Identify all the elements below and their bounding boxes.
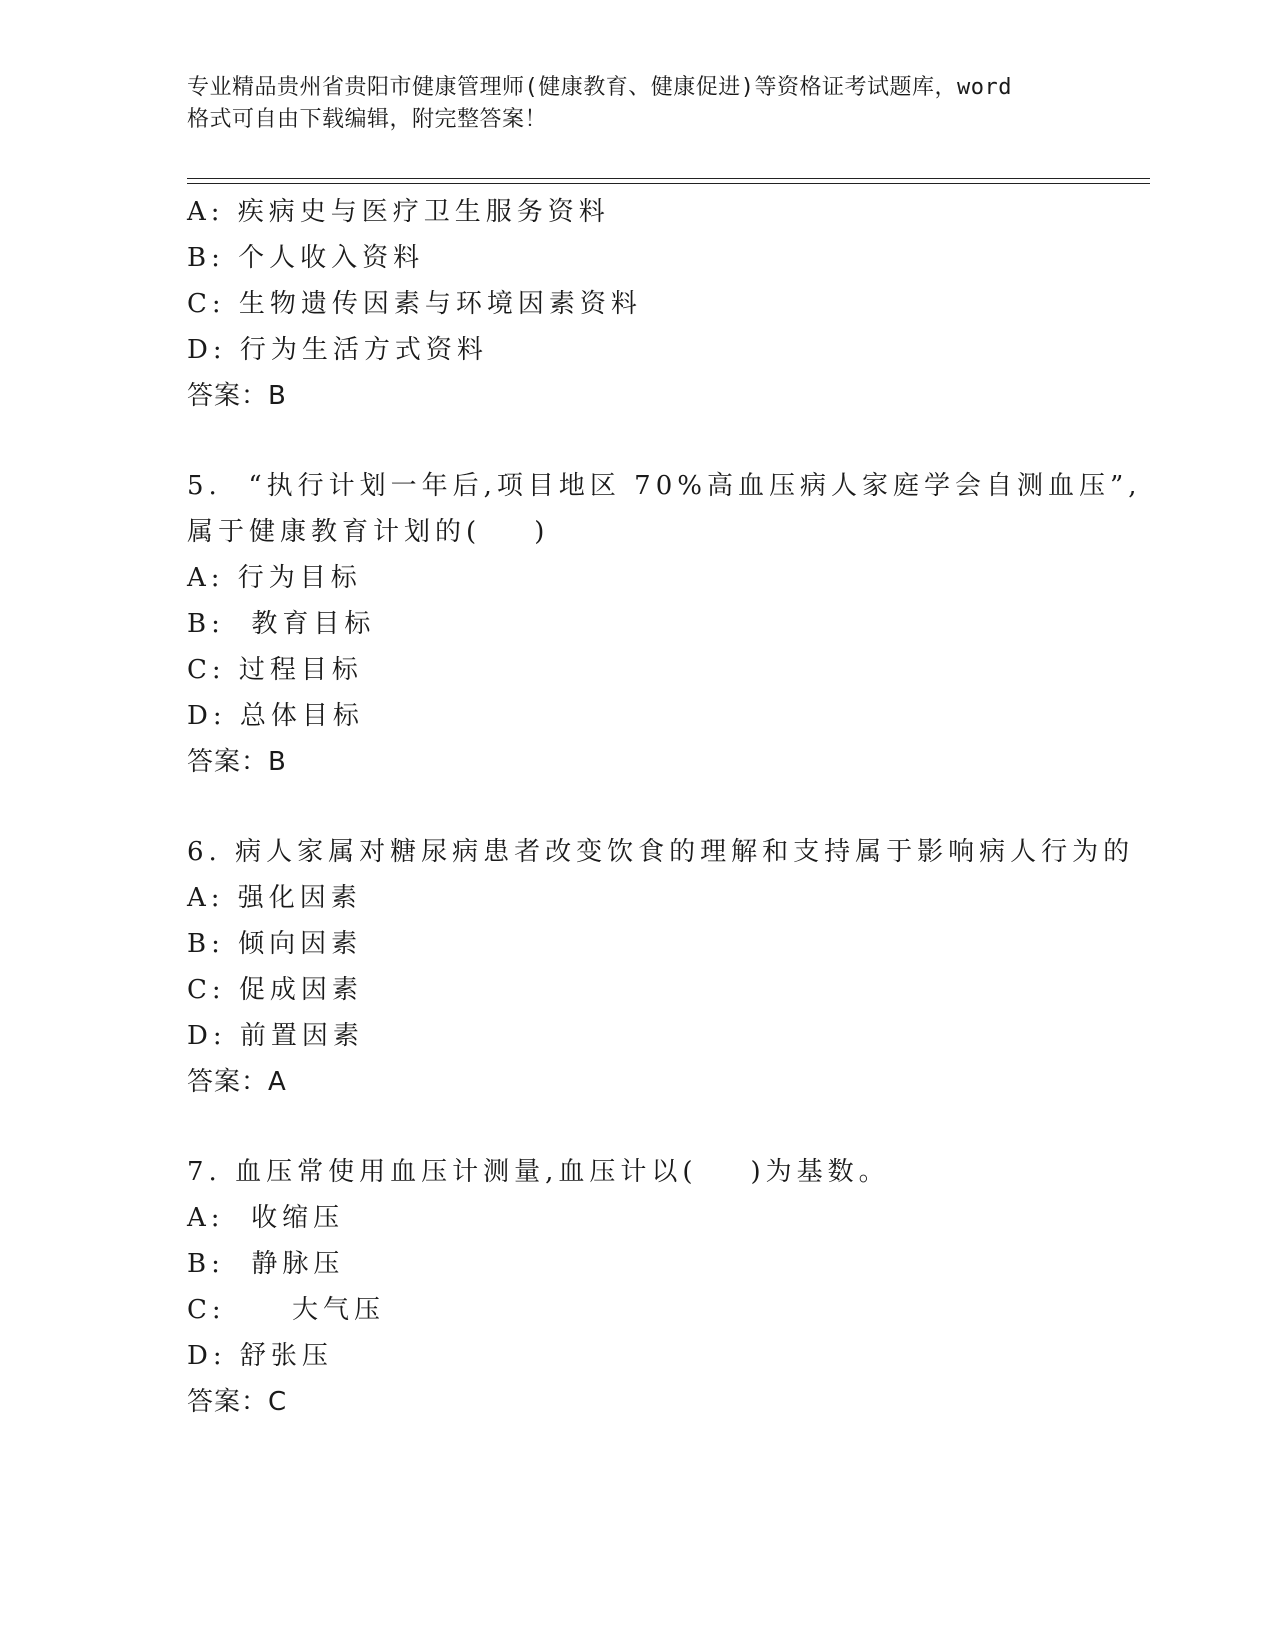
option-c: C: 生物遗传因素与环境因素资料 — [187, 289, 642, 319]
option-d: D: 总体目标 — [187, 701, 364, 731]
option-b: B: 个人收入资料 — [187, 243, 425, 273]
option-c: C: 过程目标 — [187, 655, 363, 685]
header-rule-bottom — [187, 183, 1150, 184]
option-b: B: 静脉压 — [187, 1249, 345, 1279]
spacer — [187, 1105, 1150, 1149]
question-stem: 6. 病人家属对糖尿病患者改变饮食的理解和支持属于影响病人行为的 — [187, 837, 1135, 867]
answer-text: 答案：B — [187, 747, 287, 777]
option-d: D: 前置因素 — [187, 1021, 364, 1051]
document-header — [187, 72, 1087, 136]
option-a: A: 收缩压 — [187, 1203, 345, 1233]
question-4 — [187, 189, 1150, 419]
answer-text: 答案：C — [187, 1387, 288, 1417]
option-a: A: 强化因素 — [187, 883, 362, 913]
option-c: C: 促成因素 — [187, 975, 363, 1005]
question-5 — [187, 463, 1150, 785]
spacer — [187, 419, 1150, 463]
question-stem: 7. 血压常使用血压计测量,血压计以( )为基数。 — [187, 1157, 890, 1187]
option-d: D: 行为生活方式资料 — [187, 335, 488, 365]
option-a: A: 行为目标 — [187, 563, 362, 593]
option-b: B: 倾向因素 — [187, 929, 363, 959]
answer-text: 答案：B — [187, 381, 287, 411]
question-stem: 5. “执行计划一年后,项目地区 70%高血压病人家庭学会自测血压”, — [187, 471, 1142, 501]
header-line-2: 格式可自由下载编辑，附完整答案！ — [187, 107, 548, 132]
header-line-1: 专业精品贵州省贵阳市健康管理师(健康教育、健康促进)等资格证考试题库，word — [187, 75, 1012, 100]
header-rule-top — [187, 178, 1150, 179]
question-stem-continued: 属于健康教育计划的( ) — [187, 517, 550, 547]
option-d: D: 舒张压 — [187, 1341, 333, 1371]
question-list — [187, 189, 1150, 1425]
option-c: C: 大气压 — [187, 1295, 385, 1325]
question-6 — [187, 829, 1150, 1105]
question-7 — [187, 1149, 1150, 1425]
option-a: A: 疾病史与医疗卫生服务资料 — [187, 197, 610, 227]
spacer — [187, 785, 1150, 829]
option-b: B: 教育目标 — [187, 609, 376, 639]
answer-text: 答案：A — [187, 1067, 287, 1097]
